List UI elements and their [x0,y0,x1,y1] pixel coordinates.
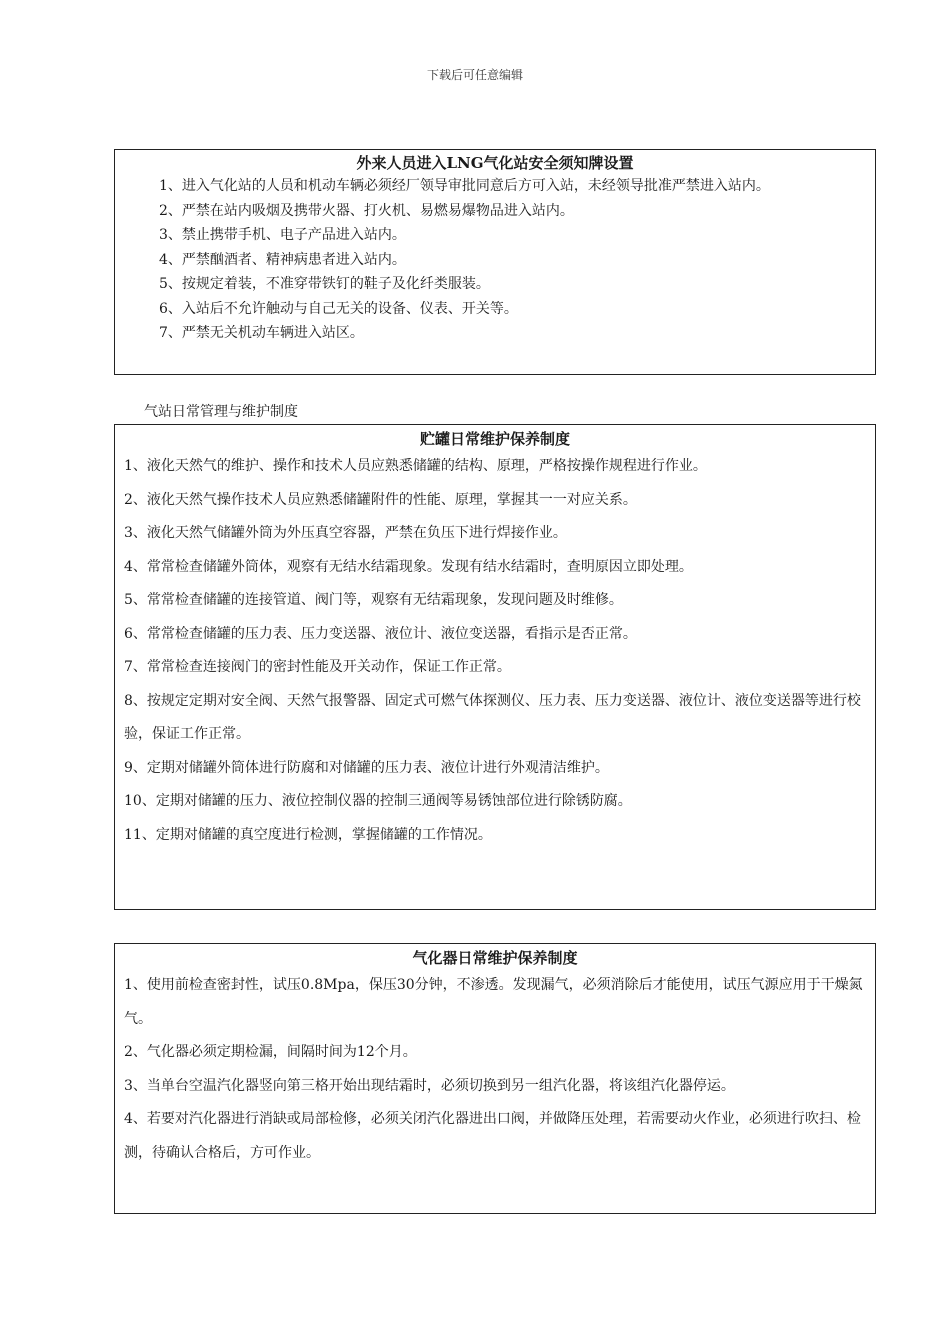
vaporizer-maintenance-title: 气化器日常维护保养制度 [412,949,578,967]
visitor-safety-notice-title: 外来人员进入LNG气化站安全须知牌设置 [356,154,634,172]
tank-maintenance-box [114,424,876,910]
tank-rule-item: 7、常常检查连接阀门的密封性能及开关动作，保证工作正常。 [124,659,511,675]
header-note: 下载后可任意编辑 [426,68,523,82]
vaporizer-rule-item: 3、当单台空温汽化器竖向第三格开始出现结霜时，必须切换到另一组汽化器，将该组汽化器停运。 [124,1077,735,1094]
notice-item: 6、入站后不允许触动与自己无关的设备、仪表、开关等。 [159,300,518,317]
tank-rule-item: 8、按规定定期对安全阀、天然气报警器、固定式可燃气体探测仪、压力表、压力变送器、液位计、液位变送器等进行校验，保证工作正常。 [124,692,861,742]
notice-item: 3、禁止携带手机、电子产品进入站内。 [159,227,406,243]
vaporizer-rule-item: 2、气化器必须定期检漏，间隔时间为12个月。 [124,1044,417,1060]
notice-item: 1、进入气化站的人员和机动车辆必须经厂领导审批同意后方可入站，未经领导批准严禁进入站内。 [159,178,770,194]
vaporizer-rule-item: 1、使用前检查密封性，试压0.8Mpa，保压30分钟，不渗透。发现漏气，必须消除后才能使用，试压气源应用于干燥氮气。 [124,977,863,1027]
section-label: 气站日常管理与维护制度 [144,404,298,420]
vaporizer-maintenance-box [114,943,876,1214]
tank-rule-item: 3、液化天然气储罐外筒为外压真空容器，严禁在负压下进行焊接作业。 [124,525,567,541]
visitor-safety-notice-box [114,149,876,375]
tank-rule-item: 9、定期对储罐外筒体进行防腐和对储罐的压力表、液位计进行外观清洁维护。 [124,759,609,776]
tank-rule-item: 6、常常检查储罐的压力表、压力变送器、液位计、液位变送器，看指示是否正常。 [124,625,637,642]
tank-rule-item: 11、定期对储罐的真空度进行检测，掌握储罐的工作情况。 [124,826,492,843]
notice-item: 2、严禁在站内吸烟及携带火器、打火机、易燃易爆物品进入站内。 [159,202,574,219]
vaporizer-rule-item: 4、若要对汽化器进行消缺或局部检修，必须关闭汽化器进出口阀，并做降压处理，若需要动火作业，必须进行吹扫、检测，待确认合格后，方可作业。 [124,1111,861,1161]
tank-rule-item: 2、液化天然气操作技术人员应熟悉储罐附件的性能、原理，掌握其一一对应关系。 [124,491,637,508]
tank-rule-item: 10、定期对储罐的压力、液位控制仪器的控制三通阀等易锈蚀部位进行除锈防腐。 [124,793,632,809]
tank-rule-item: 4、常常检查储罐外筒体，观察有无结水结霜现象。发现有结水结霜时，查明原因立即处理。 [124,558,693,575]
tank-maintenance-title: 贮罐日常维护保养制度 [419,430,570,448]
notice-item: 4、严禁酗酒者、精神病患者进入站内。 [159,251,406,268]
notice-item: 5、按规定着装，不准穿带铁钉的鞋子及化纤类服装。 [159,276,490,292]
tank-rule-item: 5、常常检查储罐的连接管道、阀门等，观察有无结霜现象，发现问题及时维修。 [124,592,623,608]
tank-rule-item: 1、液化天然气的维护、操作和技术人员应熟悉储罐的结构、原理，严格按操作规程进行作业。 [124,458,707,474]
notice-item: 7、严禁无关机动车辆进入站区。 [159,325,364,341]
